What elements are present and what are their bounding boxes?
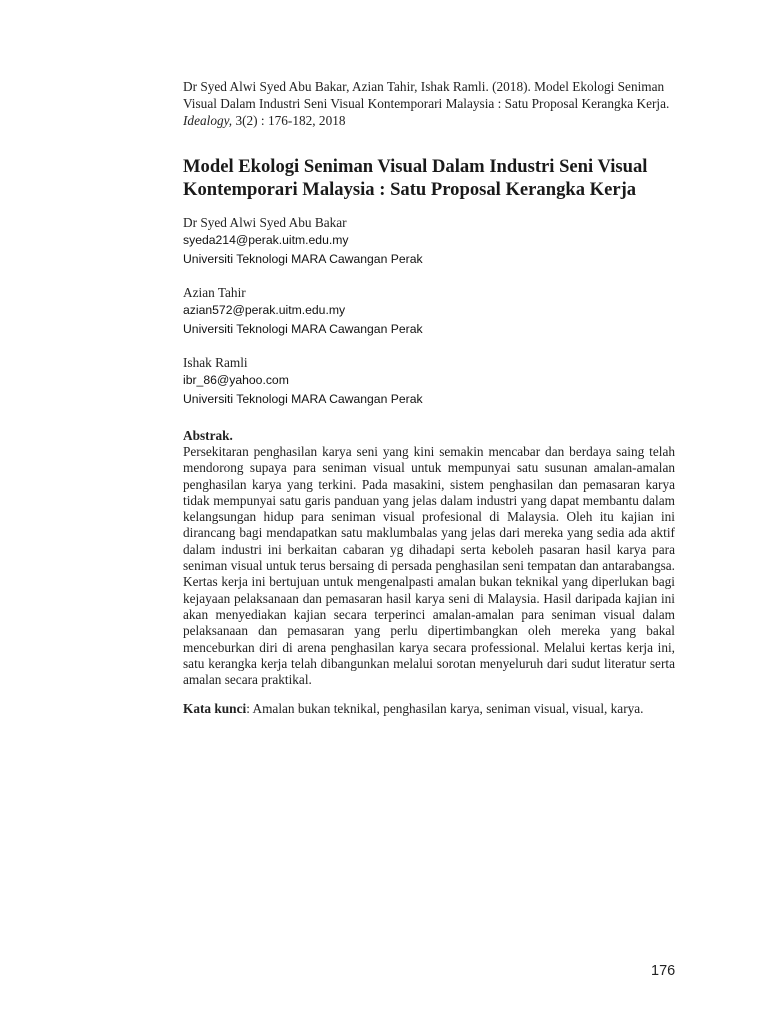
keywords [183, 701, 675, 717]
author-block-3 [183, 354, 675, 409]
paper-page [183, 78, 675, 718]
citation-text: Dr Syed Alwi Syed Abu Bakar, Azian Tahir, Ishak Ramli. (2018). Model Ekologi Seniman Visual Dalam Industri Seni Visual Kontemporari Malaysia : Satu Proposal Kerangka Kerja. [183, 79, 670, 111]
author-affiliation: Universiti Teknologi MARA Cawangan Perak [183, 392, 423, 406]
author-email: syeda214@perak.uitm.edu.my [183, 233, 349, 247]
author-block-1 [183, 214, 675, 269]
citation [183, 78, 675, 129]
keywords-label: Kata kunci [183, 701, 247, 717]
author-email: azian572@perak.uitm.edu.my [183, 303, 346, 317]
author-email: ibr_86@yahoo.com [183, 373, 289, 387]
citation-volume: 3(2) : 176-182, 2018 [235, 113, 346, 128]
author-block-2 [183, 284, 675, 339]
author-name: Ishak Ramli [183, 355, 248, 370]
author-affiliation: Universiti Teknologi MARA Cawangan Perak [183, 252, 423, 266]
keywords-text: : Amalan bukan teknikal, penghasilan karya, seniman visual, visual, karya. [246, 701, 644, 717]
abstract-heading: Abstrak. [183, 428, 233, 443]
paper-title: Model Ekologi Seniman Visual Dalam Industri Seni Visual Kontemporari Malaysia : Satu Proposal Kerangka Kerja [183, 156, 648, 200]
page-number: 176 [651, 963, 676, 979]
author-name: Azian Tahir [183, 285, 246, 300]
abstract-body: Persekitaran penghasilan karya seni yang kini semakin mencabar dan berdaya saing telah mendorong supaya para seniman visual untuk mempunyai satu susunan amalan-amalan penghasilan karya yang terkini. Pada masakini, sistem penghasilan dan pemasaran karya tidak mempunyai satu garis panduan yang jelas dalam industri yang dapat membantu dalam kelangsungan hidup para seniman visual profesional di Malaysia. Oleh itu kajian ini dirancang bagi mendapatkan satu maklumbalas yang jelas dari mereka yang sedia ada aktif dalam industri ini berkaitan cabaran yg dihadapi serta keboleh pasaran hasil karya para seniman visual untuk terus bersaing di persada penghasilan seni tempatan dan antarabangsa. Kertas kerja ini bertujuan untuk mengenalpasti amalan bukan teknikal yang diperlukan bagi kejayaan pelaksanaan dan pemasaran hasil karya seni di Malaysia. Hasil daripada kajian ini akan menyediakan kajian secara terperinci amalan-amalan para seniman visual dalam pelaksanaan dan pemasaran yang perlu dipertimbangkan oleh mereka yang bakal menceburkan diri di arena penghasilan karya secara professional. Melalui kertas kerja ini, satu kerangka kerja telah dibangunkan melalui sorotan menyeluruh dari sudut literatur serta amalan secara praktikal. [183, 444, 675, 688]
citation-journal: Idealogy, [183, 113, 233, 128]
author-affiliation: Universiti Teknologi MARA Cawangan Perak [183, 322, 423, 336]
author-name: Dr Syed Alwi Syed Abu Bakar [183, 215, 347, 230]
